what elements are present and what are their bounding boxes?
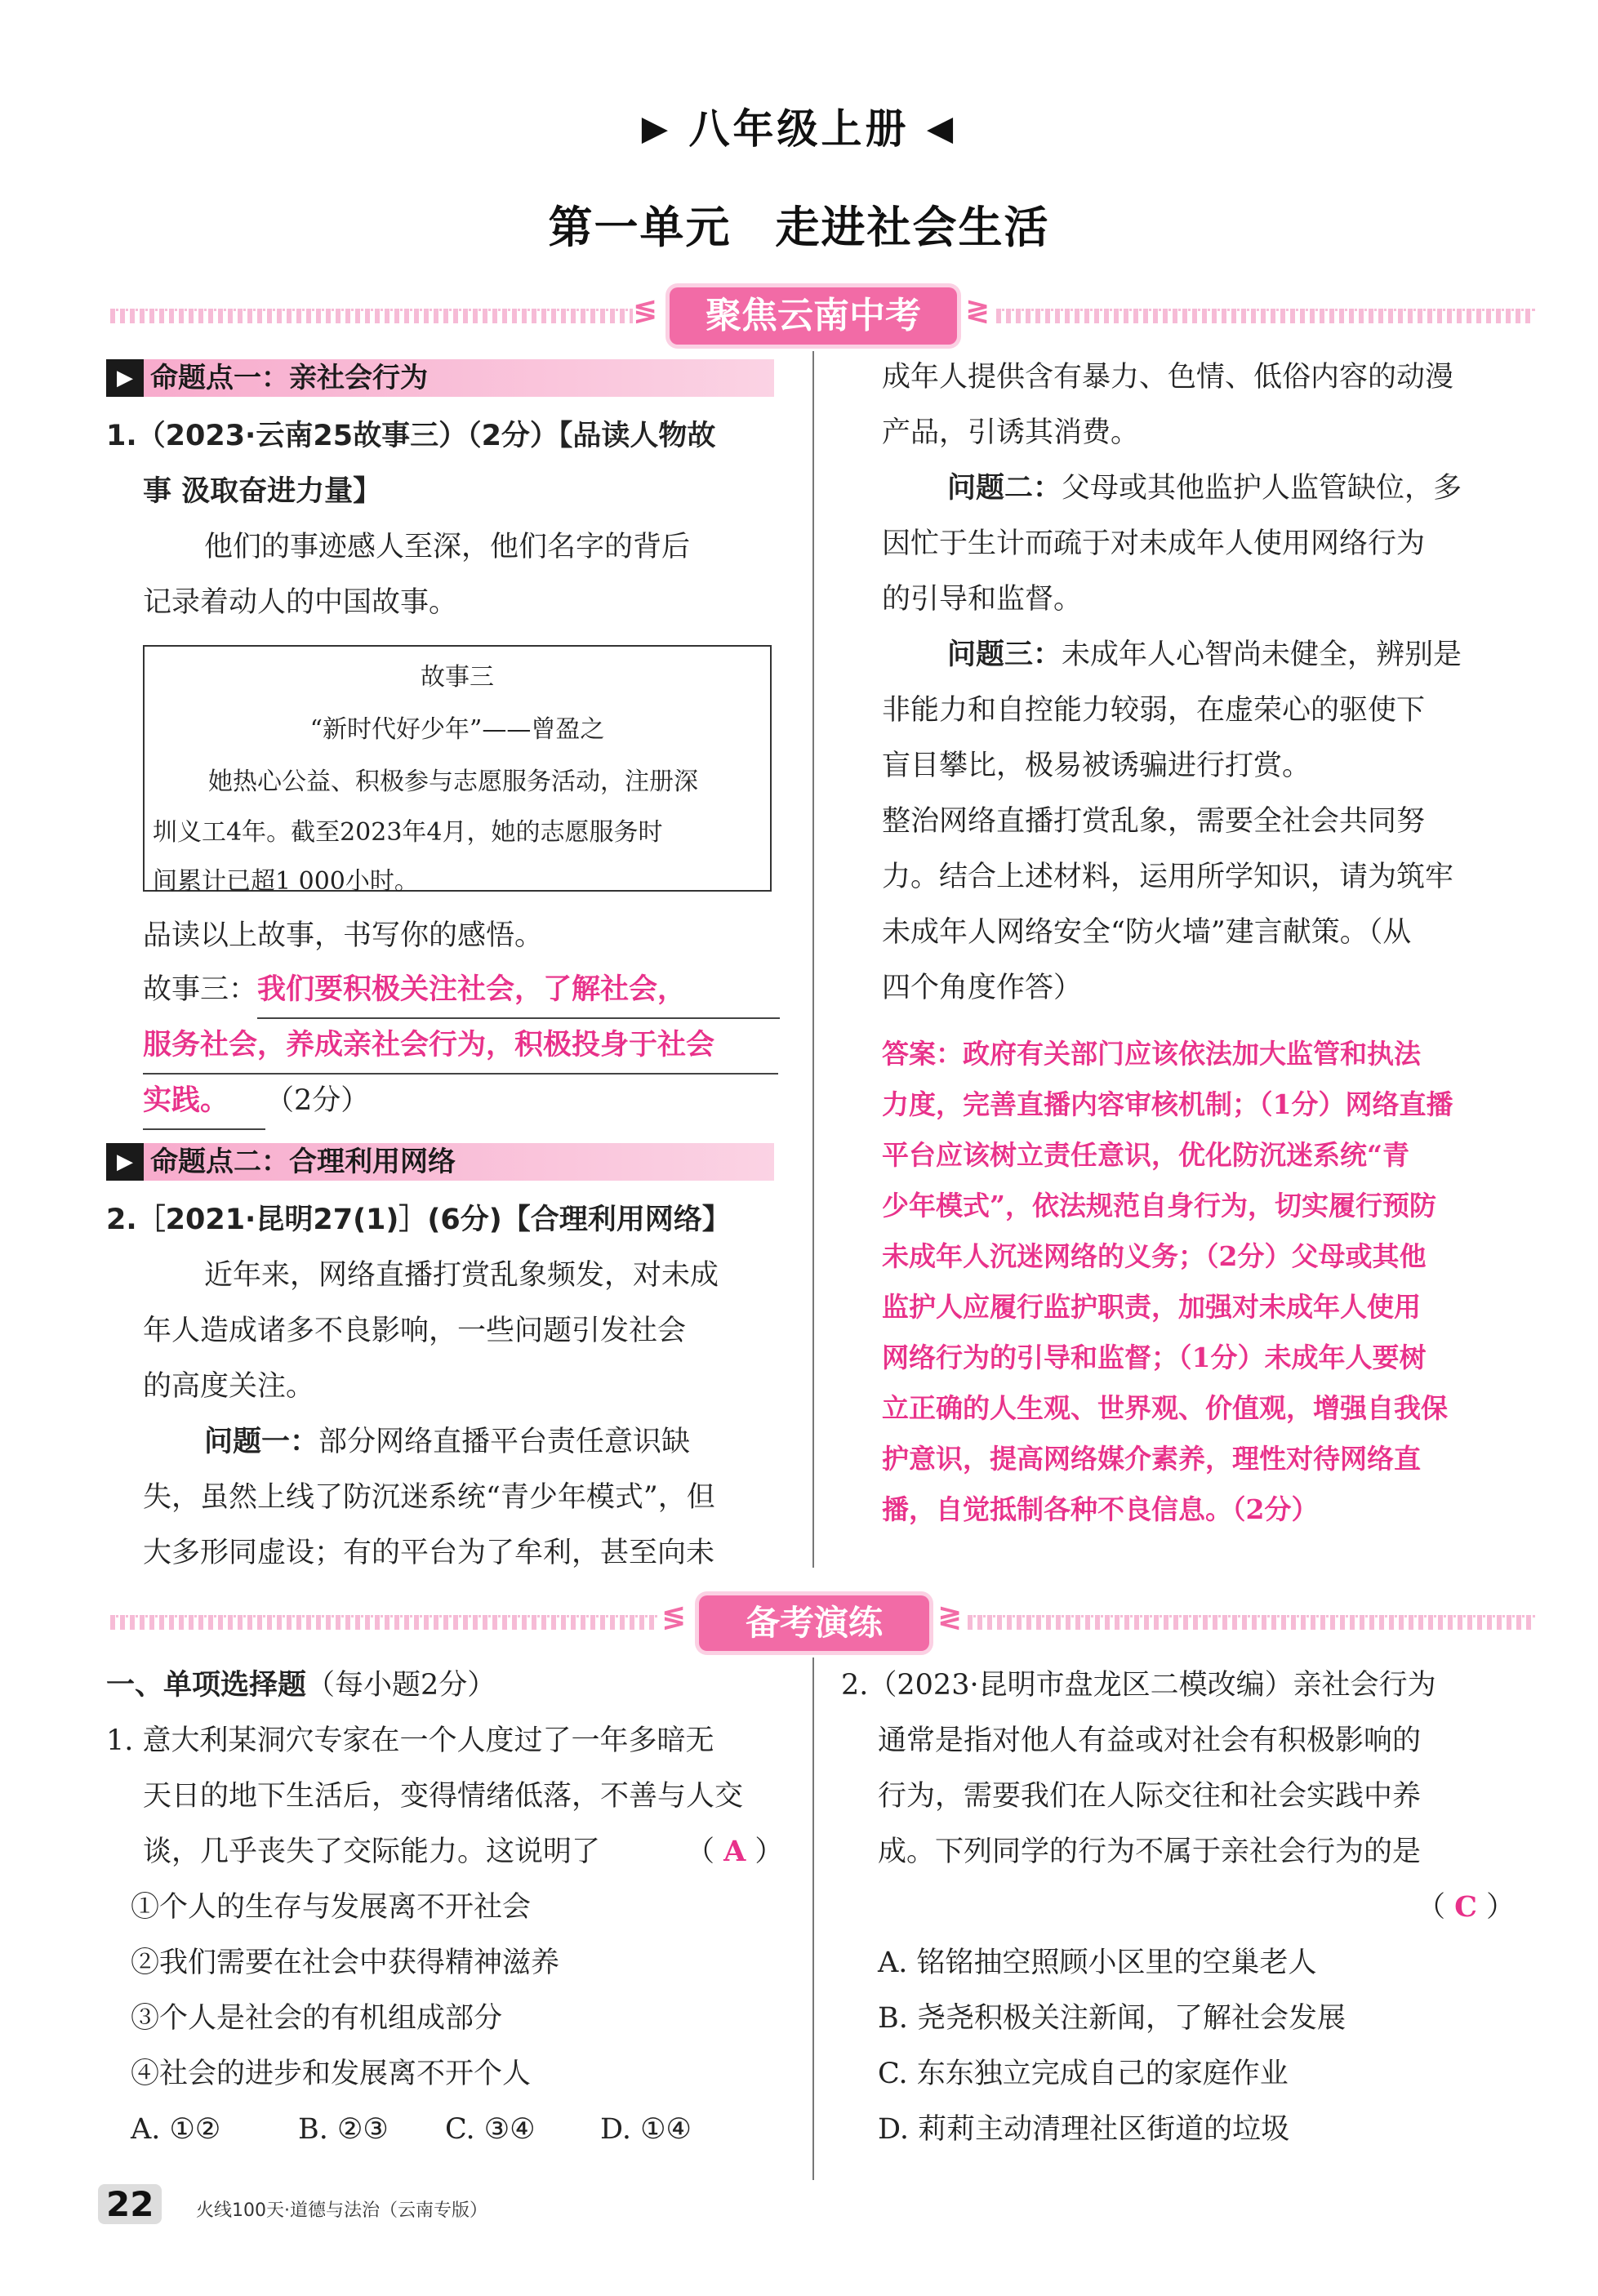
section-banner-practice: 备考演练: [699, 1595, 929, 1651]
q1-answer-line: [143, 962, 778, 1019]
q2-answer: 护意识，提高网络媒介素养，理性对待网络直: [882, 1443, 1421, 1475]
story-text: 间累计已超1 000小时。: [153, 867, 419, 896]
q1-line: 记录着动人的中国故事。: [143, 586, 458, 619]
q2-line: 非能力和自控能力较弱，在虚荣心的驱使下: [882, 694, 1426, 727]
q2-line: 未成年人心智尚未健全，辨别是: [1062, 639, 1462, 671]
q1-answer-line: [143, 1073, 369, 1130]
q1-line: 事 汲取奋进力量】: [143, 475, 382, 508]
mc2-stem: 通常是指对他人有益或对社会有积极影响的: [878, 1724, 1422, 1757]
q2-line: 大多形同虚设；有的平台为了牟利，甚至向未: [143, 1537, 715, 1569]
story-subtitle: “新时代好少年”——曾盈之: [309, 715, 605, 744]
mc1-option-b: B. ②③: [298, 2113, 389, 2146]
story-text: 她热心公益、积极参与志愿服务活动，注册深: [208, 768, 698, 796]
topic-label: 命题点二：合理利用网络: [150, 1146, 456, 1178]
column-divider: [812, 1657, 814, 2180]
q2-task: 未成年人网络安全“防火墙”建言献策。（从: [882, 916, 1412, 949]
issue-head: 问题二：: [947, 472, 1062, 505]
q1-line: 1.（2023·云南25故事三）（2分）【品读人物故: [106, 420, 716, 452]
q2-task: 整治网络直播打赏乱象，需要全社会共同努: [882, 805, 1426, 838]
q2-line: 的高度关注。: [143, 1370, 315, 1403]
q2-answer: 监护人应履行监护职责，加强对未成年人使用: [882, 1291, 1421, 1323]
wavy-divider-left: [110, 1615, 657, 1630]
topic-label: 命题点一：亲社会行为: [150, 362, 428, 394]
book-title: 火线100天·道德与法治（云南专版）: [196, 2200, 487, 2221]
wavy-divider-right: [968, 1615, 1535, 1630]
play-icon: ▶: [106, 1143, 144, 1181]
q1-points: （2分）: [265, 1084, 370, 1117]
story-box: [143, 645, 772, 896]
mc2-option-b: B. 尧尧积极关注新闻，了解社会发展: [878, 2002, 1346, 2035]
grade-heading: [0, 96, 1598, 155]
ribbon-deco-icon: ≶: [633, 294, 658, 327]
q2-line: 部分网络直播平台责任意识缺: [318, 1426, 691, 1458]
mc1-stem: 1. 意大利某洞穴专家在一个人度过了一年多暗无: [106, 1724, 714, 1757]
q1-answer: 实践。: [143, 1073, 265, 1130]
mc2-option-d: D. 莉莉主动清理社区街道的垃圾: [878, 2113, 1290, 2146]
unit-number: 第一单元: [548, 201, 732, 253]
right-triangle-icon: ▶: [641, 108, 672, 148]
q2-answer: 力度，完善直播内容审核机制；（1分）网络直播: [882, 1088, 1453, 1120]
question-2-stem: 2.［2021·昆明27(1)］(6分)【合理利用网络】: [106, 1204, 731, 1236]
ribbon-deco-icon: ≷: [965, 294, 990, 327]
q2-line: [947, 627, 1462, 683]
q2-line: 的引导和监督。: [882, 583, 1083, 616]
q2-answer: 少年模式”，依法规范自身行为，切实履行预防: [882, 1190, 1436, 1221]
left-triangle-icon: ◀: [926, 108, 957, 148]
mc1-answer: A: [723, 1835, 746, 1868]
q2-line: [204, 1414, 690, 1470]
mc1-stem: 天日的地下生活后，变得情绪低落，不善与人交: [143, 1780, 744, 1813]
topic-bar-1: [106, 359, 774, 397]
mc2-answer: C: [1454, 1890, 1477, 1924]
part-note: （每小题2分）: [306, 1669, 496, 1702]
q2-answer: 答案：政府有关部门应该依法加大监管和执法: [882, 1038, 1421, 1070]
unit-title: [0, 193, 1598, 256]
story-title: 故事三: [421, 663, 494, 692]
mc1-stem: 谈，几乎丧失了交际能力。这说明了: [143, 1835, 601, 1868]
column-divider: [812, 351, 814, 1568]
q2-answer: 未成年人沉迷网络的义务；（2分）父母或其他: [882, 1240, 1427, 1272]
question-1-stem: [106, 408, 715, 464]
q2-line: 成年人提供含有暴力、色情、低俗内容的动漫: [882, 361, 1454, 394]
mc2-answer-bracket: （ C ）: [1417, 1890, 1516, 1924]
story-label: 故事三：: [143, 973, 258, 1006]
q2-line: [947, 461, 1462, 516]
mc2-stem: 2.（2023·昆明市盘龙区二模改编）亲社会行为: [841, 1669, 1436, 1702]
q2-answer: 播，自觉抵制各种不良信息。（2分）: [882, 1493, 1319, 1525]
q2-answer: 平台应该树立责任意识，优化防沉迷系统“青: [882, 1139, 1409, 1171]
mc1-option-c: C. ③④: [445, 2113, 536, 2146]
part-heading: [106, 1657, 496, 1713]
mc1-statement: ②我们需要在社会中获得精神滋养: [131, 1947, 560, 1979]
wavy-divider-right: [996, 309, 1535, 323]
q2-answer: 网络行为的引导和监督；（1分）未成年人要树: [882, 1342, 1427, 1373]
mc1-statement: ④社会的进步和发展离不开个人: [131, 2058, 532, 2090]
mc1-statement: ①个人的生存与发展离不开社会: [131, 1891, 532, 1924]
q1-prompt: 品读以上故事，书写你的感悟。: [143, 919, 544, 952]
wavy-divider-left: [110, 309, 633, 323]
topic-bar-2: [106, 1143, 774, 1181]
mc2-option-a: A. 铭铭抽空照顾小区里的空巢老人: [878, 1947, 1317, 1979]
page-number: 22: [98, 2184, 162, 2224]
ribbon-deco-icon: ≷: [937, 1600, 963, 1634]
q2-line: 因忙于生计而疏于对未成年人使用网络行为: [882, 527, 1426, 560]
q2-line: 父母或其他监护人监管缺位，多: [1062, 472, 1462, 505]
q2-task: 力。结合上述材料，运用所学知识，请为筑牢: [882, 861, 1454, 893]
issue-head: 问题一：: [204, 1426, 319, 1458]
section-banner-focus: 聚焦云南中考: [670, 287, 957, 345]
q2-answer: 立正确的人生观、世界观、价值观，增强自我保: [882, 1392, 1448, 1424]
issue-head: 问题三：: [947, 639, 1062, 671]
ribbon-deco-icon: ≶: [661, 1600, 687, 1634]
mc1-option-d: D. ①④: [600, 2113, 692, 2146]
mc2-stem: 行为，需要我们在人际交往和社会实践中养: [878, 1780, 1422, 1813]
q2-line: 失，虽然上线了防沉迷系统“青少年模式”，但: [143, 1481, 715, 1514]
q1-line: 他们的事迹感人至深，他们名字的背后: [204, 531, 691, 563]
mc2-option-c: C. 东东独立完成自己的家庭作业: [878, 2058, 1289, 2090]
q1-answer: 服务社会，养成亲社会行为，积极投身于社会: [143, 1017, 778, 1075]
q2-line: 近年来，网络直播打赏乱象频发，对未成: [204, 1259, 719, 1292]
story-text: 圳义工4年。截至2023年4月，她的志愿服务时: [153, 818, 663, 847]
mc1-statement: ③个人是社会的有机组成部分: [131, 2002, 503, 2035]
q2-line: 年人造成诸多不良影响，一些问题引发社会: [143, 1315, 687, 1347]
mc1-option-a: A. ①②: [131, 2113, 221, 2146]
q1-answer: 我们要积极关注社会，了解社会，: [257, 962, 780, 1019]
part-title: 一、单项选择题: [106, 1669, 307, 1702]
unit-name: 走进社会生活: [775, 201, 1050, 253]
q2-task: 四个角度作答）: [882, 972, 1083, 1004]
mc1-answer-bracket: （ A ）: [686, 1835, 784, 1868]
q2-line: 产品，引诱其消费。: [882, 416, 1140, 449]
q2-line: 盲目攀比，极易被诱骗进行打赏。: [882, 750, 1311, 782]
play-icon: ▶: [106, 359, 144, 397]
mc2-stem: 成。下列同学的行为不属于亲社会行为的是: [878, 1835, 1422, 1868]
grade-text: 八年级上册: [688, 105, 910, 153]
